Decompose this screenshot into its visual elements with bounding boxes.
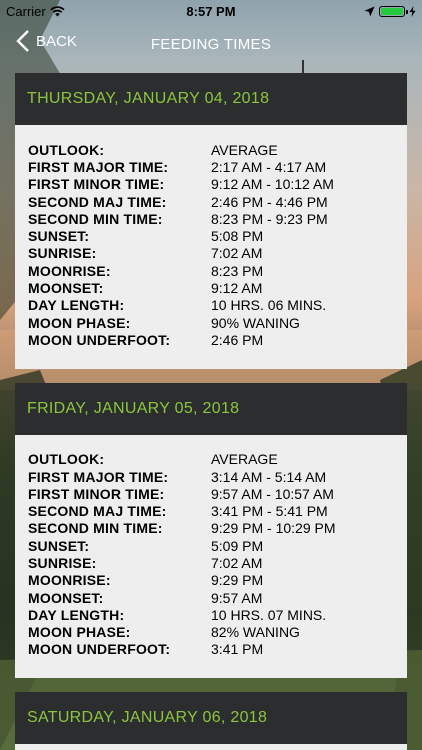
detail-label: SUNSET: <box>28 537 90 554</box>
detail-value: 8:23 PM - 9:23 PM <box>211 210 328 227</box>
day-date: FRIDAY, JANUARY 05, 2018 <box>27 399 240 417</box>
detail-label: MOONRISE: <box>28 572 111 589</box>
detail-label: MOON UNDERFOOT: <box>28 641 171 658</box>
detail-row <box>28 141 394 158</box>
detail-value: 7:02 AM <box>211 245 263 262</box>
detail-value: 8:23 PM <box>211 262 264 279</box>
detail-row <box>28 468 394 485</box>
detail-label: FIRST MAJOR TIME: <box>28 158 169 175</box>
detail-value: 7:02 AM <box>211 554 263 571</box>
detail-label: SECOND MAJ TIME: <box>28 503 167 520</box>
detail-label: OUTLOOK: <box>28 141 105 158</box>
detail-row <box>28 227 394 244</box>
day-card <box>15 692 407 750</box>
day-card <box>15 73 407 369</box>
detail-row <box>28 606 394 623</box>
detail-row <box>28 520 394 537</box>
day-details <box>15 435 407 679</box>
detail-value: 2:46 PM <box>211 331 264 348</box>
detail-label: SUNRISE: <box>28 245 97 262</box>
detail-row <box>28 589 394 606</box>
detail-value: 9:57 AM <box>211 589 263 606</box>
carrier-label: Carrier <box>6 3 46 19</box>
day-details <box>15 744 407 750</box>
detail-value: 9:29 PM - 10:29 PM <box>211 520 336 537</box>
detail-value: 2:17 AM - 4:17 AM <box>211 158 327 175</box>
detail-label: SUNRISE: <box>28 554 97 571</box>
detail-row <box>28 641 394 658</box>
detail-row <box>28 502 394 519</box>
detail-value: 3:41 PM - 5:41 PM <box>211 503 328 520</box>
detail-row <box>28 262 394 279</box>
wifi-icon <box>50 6 65 17</box>
location-arrow-icon <box>364 6 375 17</box>
day-details <box>15 125 407 369</box>
detail-row <box>28 193 394 210</box>
feeding-times-list[interactable] <box>15 73 407 750</box>
day-header <box>15 692 407 744</box>
day-card <box>15 383 407 679</box>
detail-label: MOONRISE: <box>28 262 111 279</box>
detail-label: SECOND MAJ TIME: <box>28 193 167 210</box>
detail-row <box>28 314 394 331</box>
detail-row <box>28 451 394 468</box>
day-header <box>15 73 407 125</box>
detail-row <box>28 158 394 175</box>
detail-label: OUTLOOK: <box>28 451 105 468</box>
detail-row <box>28 554 394 571</box>
detail-value: AVERAGE <box>211 451 278 468</box>
detail-value: 9:12 AM - 10:12 AM <box>211 176 334 193</box>
detail-value: 9:29 PM <box>211 572 264 589</box>
page-title: FEEDING TIMES <box>150 35 272 53</box>
detail-value: 5:08 PM <box>211 228 264 245</box>
detail-label: MOONSET: <box>28 280 104 297</box>
day-header <box>15 383 407 435</box>
detail-label: MOON PHASE: <box>28 624 131 641</box>
battery-level <box>381 8 403 15</box>
detail-label: DAY LENGTH: <box>28 297 125 314</box>
detail-label: DAY LENGTH: <box>28 606 125 623</box>
back-label: BACK <box>36 32 77 50</box>
detail-row <box>28 176 394 193</box>
battery-icon <box>379 6 405 17</box>
detail-label: MOON PHASE: <box>28 314 131 331</box>
detail-label: SECOND MIN TIME: <box>28 520 163 537</box>
detail-value: 2:46 PM - 4:46 PM <box>211 193 328 210</box>
detail-value: 9:12 AM <box>211 280 263 297</box>
detail-row <box>28 537 394 554</box>
detail-value: 3:41 PM <box>211 641 264 658</box>
detail-value: 90% WANING <box>211 314 300 331</box>
detail-value: 10 HRS. 07 MINS. <box>211 606 327 623</box>
detail-label: FIRST MINOR TIME: <box>28 176 165 193</box>
detail-label: MOONSET: <box>28 589 104 606</box>
navigation-bar <box>0 26 422 62</box>
detail-label: FIRST MINOR TIME: <box>28 485 165 502</box>
status-time: 8:57 PM <box>186 3 236 19</box>
day-date: SATURDAY, JANUARY 06, 2018 <box>27 709 268 727</box>
detail-row <box>28 624 394 641</box>
day-date: THURSDAY, JANUARY 04, 2018 <box>27 90 270 107</box>
detail-value: 3:14 AM - 5:14 AM <box>211 468 327 485</box>
detail-row <box>28 279 394 296</box>
detail-value: 5:09 PM <box>211 537 264 554</box>
detail-label: SECOND MIN TIME: <box>28 210 163 227</box>
detail-label: MOON UNDERFOOT: <box>28 331 171 348</box>
detail-value: AVERAGE <box>211 141 278 158</box>
detail-row <box>28 572 394 589</box>
detail-row <box>28 331 394 348</box>
detail-value: 10 HRS. 06 MINS. <box>211 297 327 314</box>
detail-value: 82% WANING <box>211 624 300 641</box>
charging-bolt-icon <box>409 6 416 17</box>
status-left <box>6 4 65 19</box>
status-bar <box>0 0 422 22</box>
detail-row <box>28 245 394 262</box>
detail-row <box>28 485 394 502</box>
detail-row <box>28 210 394 227</box>
detail-value: 9:57 AM - 10:57 AM <box>211 485 334 502</box>
detail-label: SUNSET: <box>28 228 90 245</box>
detail-label: FIRST MAJOR TIME: <box>28 468 169 485</box>
status-right <box>364 6 416 17</box>
detail-row <box>28 297 394 314</box>
